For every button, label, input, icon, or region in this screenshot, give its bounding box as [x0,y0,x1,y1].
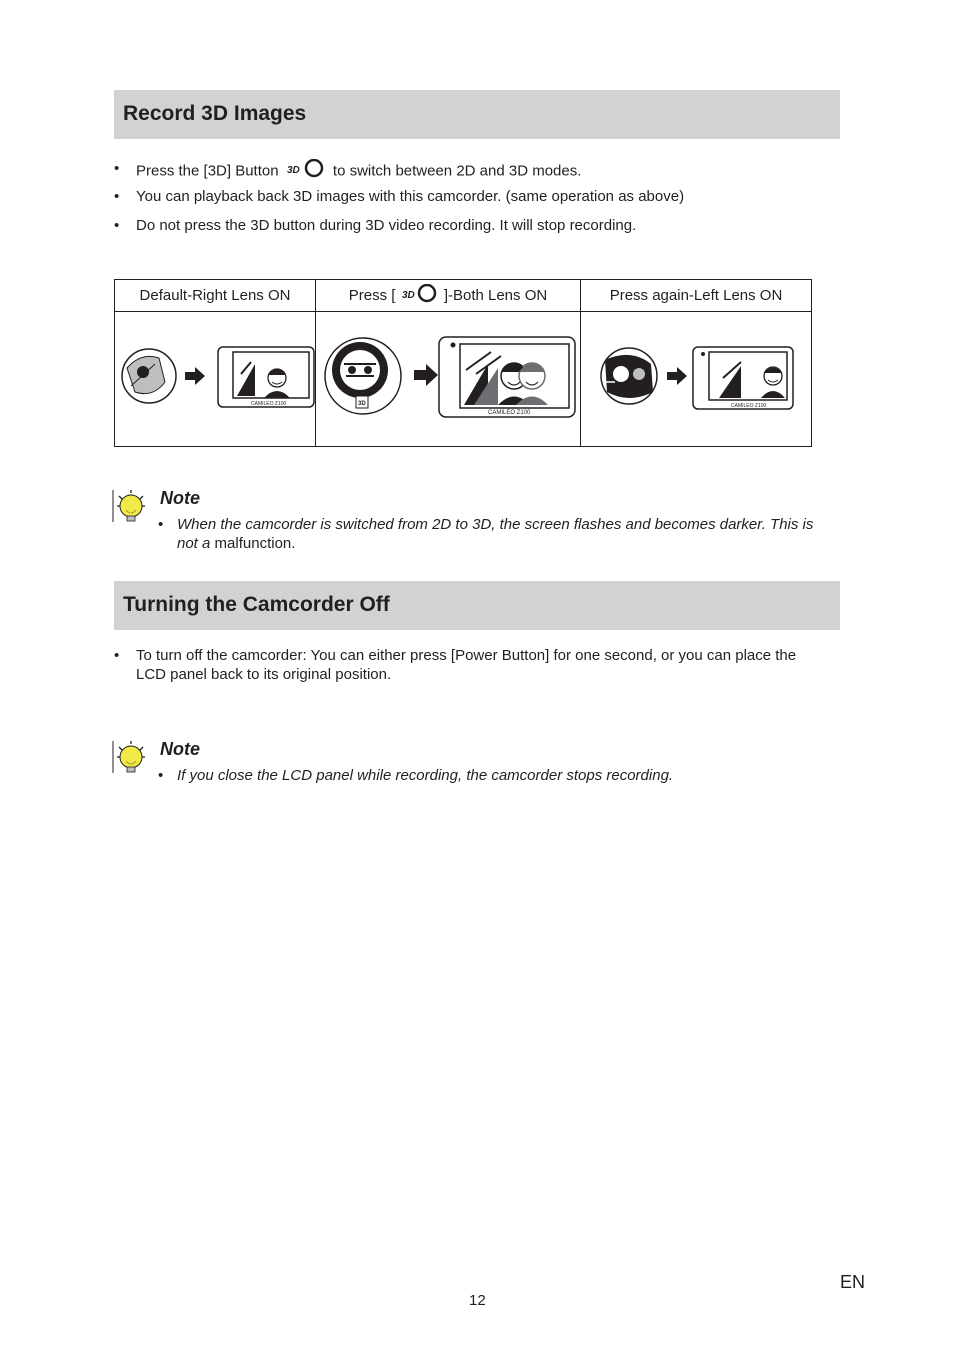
bullet-dot: • [114,647,120,664]
bullet-list [114,646,826,684]
arrow-right-icon [185,367,205,385]
device-label: CAMILEO Z100 [251,401,287,407]
lens-closeup-icon [601,348,657,404]
header-left-lens: Press again-Left Lens ON [609,287,783,304]
bullet-text: to switch between 2D and 3D modes. [332,162,582,180]
list-item [114,187,834,216]
arrow-right-icon [414,364,438,386]
bullet-dot: • [114,217,120,234]
3d-button-icon [402,284,438,308]
camcorder-screen-icon [693,347,793,409]
header-press-after: ]-Both Lens ON [443,286,548,304]
section-header-record-3d [114,90,840,139]
camcorder-screen-icon [439,337,575,417]
illustration-both-lens [316,312,581,447]
note-text-italic: When the camcorder is switched from 2D to 3D, the screen flashes and becomes darker. This is not a [177,516,814,552]
bullet-text: Press the [3D] Button [136,162,279,180]
bullet-text: To turn off the camcorder: You can either press [Power Button] for one second, or you can place the LCD panel back to its original position. [136,647,797,683]
illustration-left-lens [581,312,812,447]
list-item [114,216,834,235]
note-title: Note [160,488,200,508]
section-title: Turning the Camcorder Off [123,593,390,616]
lightbulb-icon [112,739,148,780]
lens-mode-table [114,279,812,447]
illustration-right-lens [115,312,316,447]
camcorder-screen-icon [218,347,314,407]
note-item [158,766,828,785]
arrow-right-icon [667,367,687,385]
header-default-right: Default-Right Lens ON [139,287,291,304]
device-label: CAMILEO Z100 [488,410,531,416]
note-text [158,515,828,553]
svg-text:3D: 3D [401,289,415,301]
table-header-cell [581,280,812,312]
list-item [114,646,826,684]
lens-closeup-icon [122,349,176,403]
svg-text:3D: 3D [286,165,300,176]
note-item [158,515,828,553]
bullet-dot: • [114,160,120,177]
note-title: Note [160,739,200,759]
section-title: Record 3D Images [123,102,307,125]
lightbulb-icon [112,488,148,529]
note-text-plain: malfunction. [214,535,296,552]
section-header-turning-off [114,581,840,630]
list-item [114,159,834,187]
table-header-cell [115,280,316,312]
lens-closeup-icon [325,338,401,414]
3d-button-icon [287,159,325,184]
page-number: 12 [469,1292,486,1309]
bullet-dot: • [114,188,120,205]
note-text: If you close the LCD panel while recording, the camcorder stops recording. [177,767,674,784]
bullet-dot: • [158,516,164,533]
header-press-before: Press [ [348,286,396,304]
bullet-text: You can playback back 3D images with this camcorder. (same operation as above) [136,188,685,205]
language-label: EN [840,1272,866,1292]
bullet-text: Do not press the 3D button during 3D video recording. It will stop recording. [136,217,637,234]
device-label: CAMILEO Z100 [731,403,767,409]
table-header-cell [316,280,581,312]
svg-text:3D: 3D [358,401,366,407]
bullet-list [114,159,834,235]
bullet-dot: • [158,767,164,784]
